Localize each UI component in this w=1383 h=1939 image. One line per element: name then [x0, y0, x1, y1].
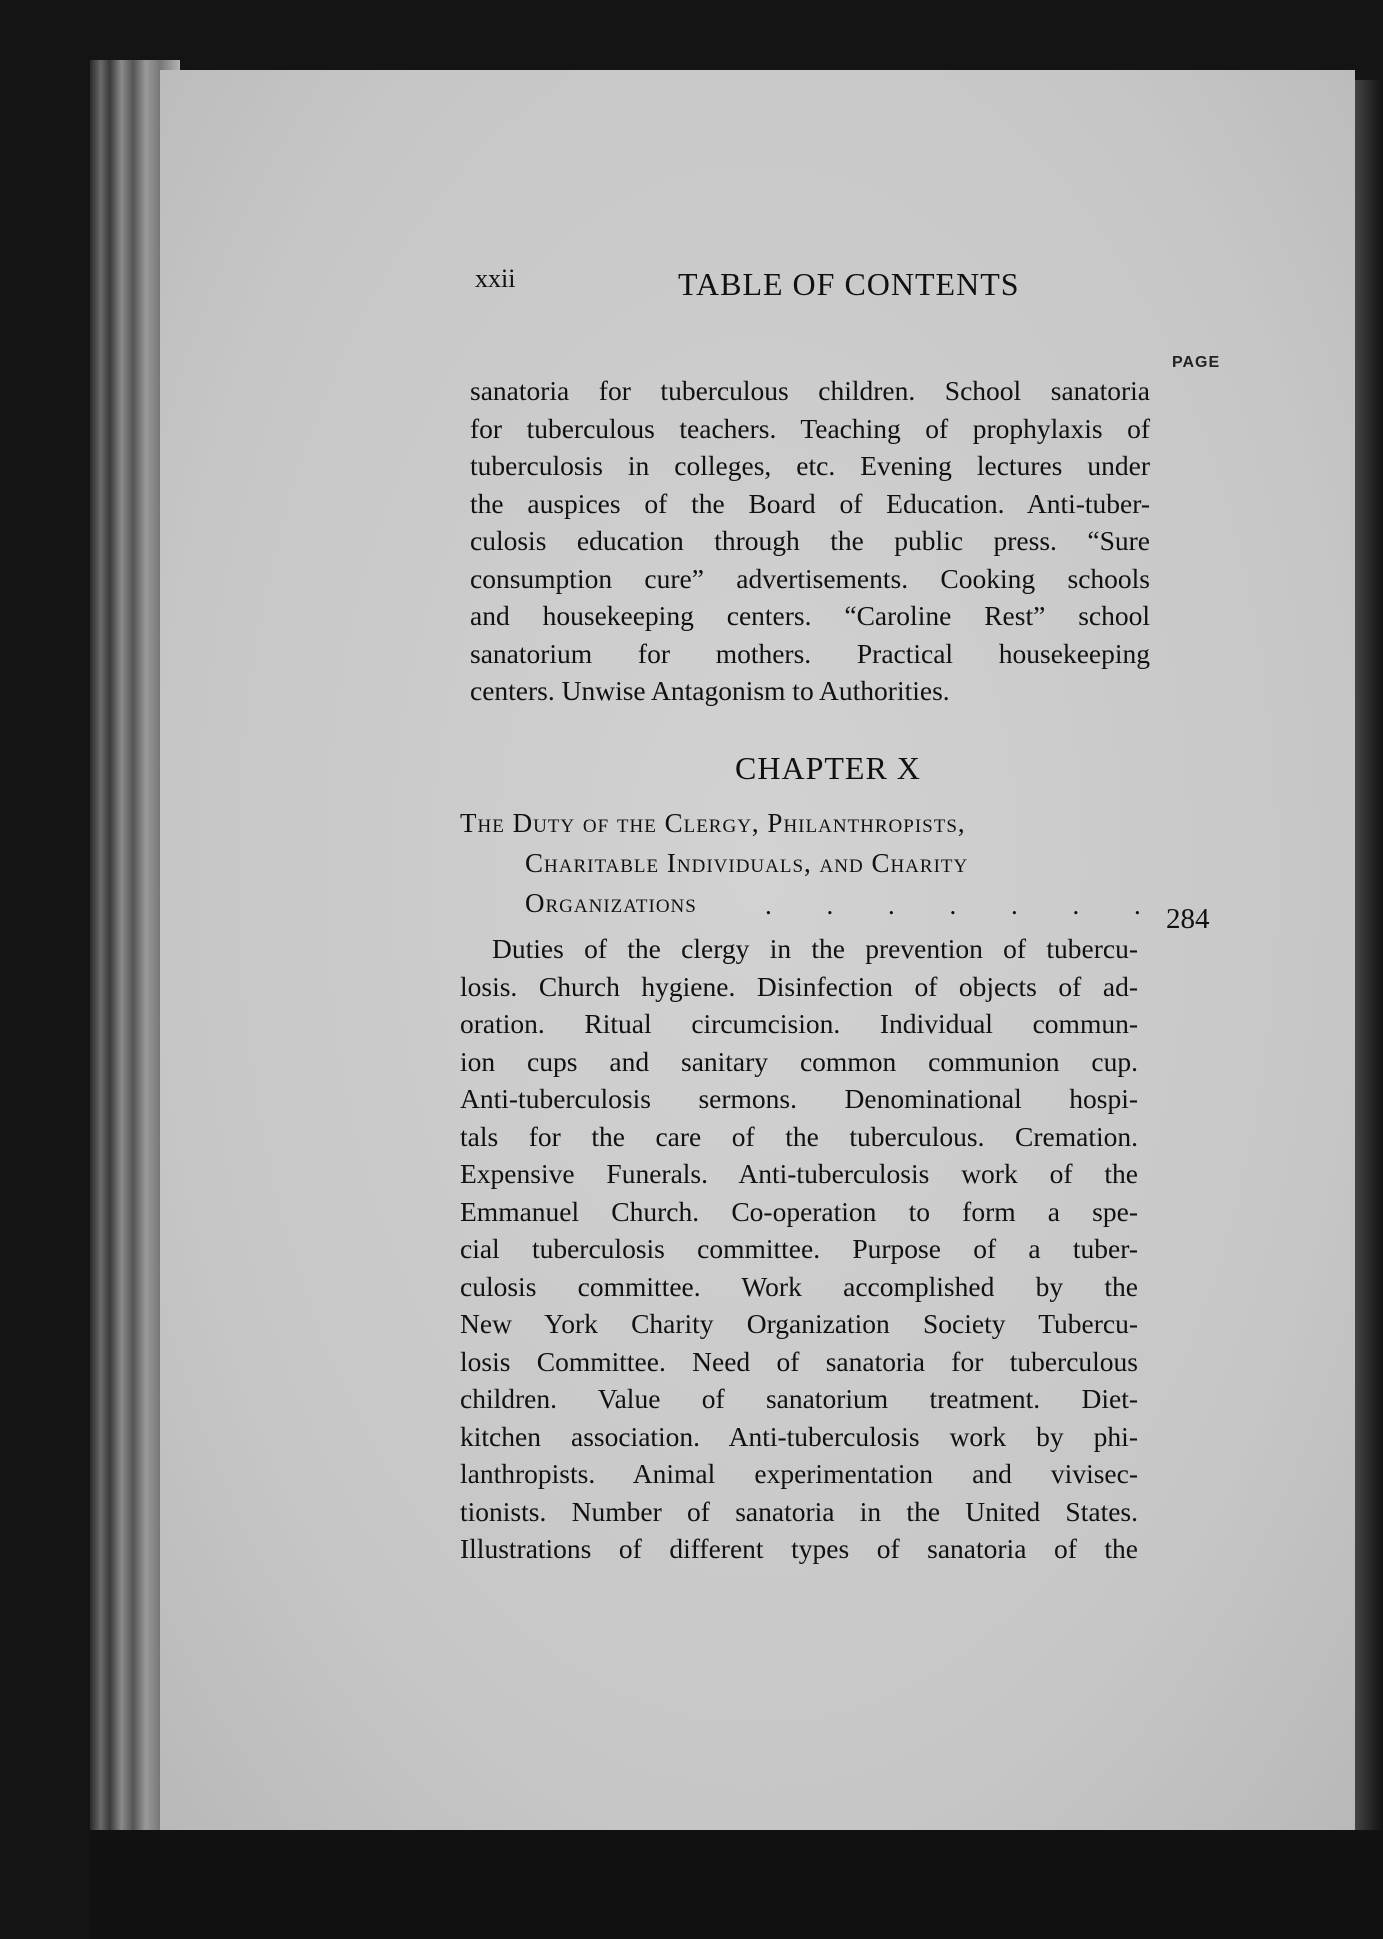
chapter-title-line: Organizations	[525, 888, 697, 918]
text-line: sanatorium for mothers. Practical housekeeping	[470, 637, 1150, 669]
text-line: losis Committee. Need of sanatoria for tuberculous	[460, 1345, 1138, 1377]
text-line: New York Charity Organization Society Tubercu-	[460, 1308, 1138, 1339]
chapter-title-line: The Duty of the Clergy, Philanthropists,	[460, 808, 966, 838]
text-line: tuberculosis in colleges, etc. Evening lectures under	[470, 450, 1150, 481]
text-line: Illustrations of different types of sanatoria of the	[460, 1533, 1138, 1564]
chapter-page-number: 284	[1166, 903, 1210, 935]
text-line: culosis committee. Work accomplished by the	[460, 1270, 1138, 1302]
chapter-heading: CHAPTER X	[735, 750, 921, 786]
text-line: cial tuberculosis committee. Purpose of a tuber-	[460, 1233, 1138, 1264]
text-line: centers. Unwise Antagonism to Authorities.	[470, 675, 950, 706]
text-line: lanthropists. Animal experimentation and vivisec-	[460, 1458, 1138, 1489]
text-line: oration. Ritual circumcision. Individual commun-	[460, 1008, 1138, 1039]
page-title: TABLE OF CONTENTS	[678, 266, 1020, 302]
text-line: culosis education through the public press. “Sure	[470, 525, 1150, 556]
text-line: Expensive Funerals. Anti-tuberculosis work of the	[460, 1158, 1138, 1189]
text-line: sanatoria for tuberculous children. School sanatoria	[470, 375, 1150, 406]
text-line: losis. Church hygiene. Disinfection of objects of ad-	[460, 970, 1138, 1002]
chapter-title-line: Charitable Individuals, and Charity	[525, 848, 969, 878]
text-line: Emmanuel Church. Co-operation to form a spe-	[460, 1195, 1138, 1227]
text-line: consumption cure” advertisements. Cooking schools	[470, 562, 1150, 594]
page-column-label: PAGE	[1172, 354, 1221, 371]
intro-paragraph	[470, 372, 1150, 710]
text-line: Anti-tuberculosis sermons. Denominational hospi-	[460, 1083, 1138, 1114]
chapter-summary	[460, 930, 1138, 1568]
text-line: tionists. Number of sanatoria in the United States.	[460, 1495, 1138, 1527]
page-folio: xxii	[475, 264, 516, 293]
text-line: children. Value of sanatorium treatment. Diet-	[460, 1383, 1138, 1414]
text-line: tals for the care of the tuberculous. Cremation.	[460, 1120, 1138, 1152]
text-line: Duties of the clergy in the prevention of tubercu-	[492, 933, 1138, 964]
text-line: the auspices of the Board of Education. Anti-tuber-	[470, 487, 1150, 519]
text-line: and housekeeping centers. “Caroline Rest” school	[470, 600, 1150, 631]
dot-leaders: . . . . . . .	[765, 890, 1165, 920]
text-line: ion cups and sanitary common communion cup.	[460, 1045, 1138, 1077]
text-line: kitchen association. Anti-tuberculosis work by phi-	[460, 1420, 1138, 1452]
right-margin-shadow	[1355, 80, 1383, 1840]
text-line: for tuberculous teachers. Teaching of prophylaxis of	[470, 412, 1150, 444]
bottom-margin-shadow	[90, 1830, 1383, 1939]
